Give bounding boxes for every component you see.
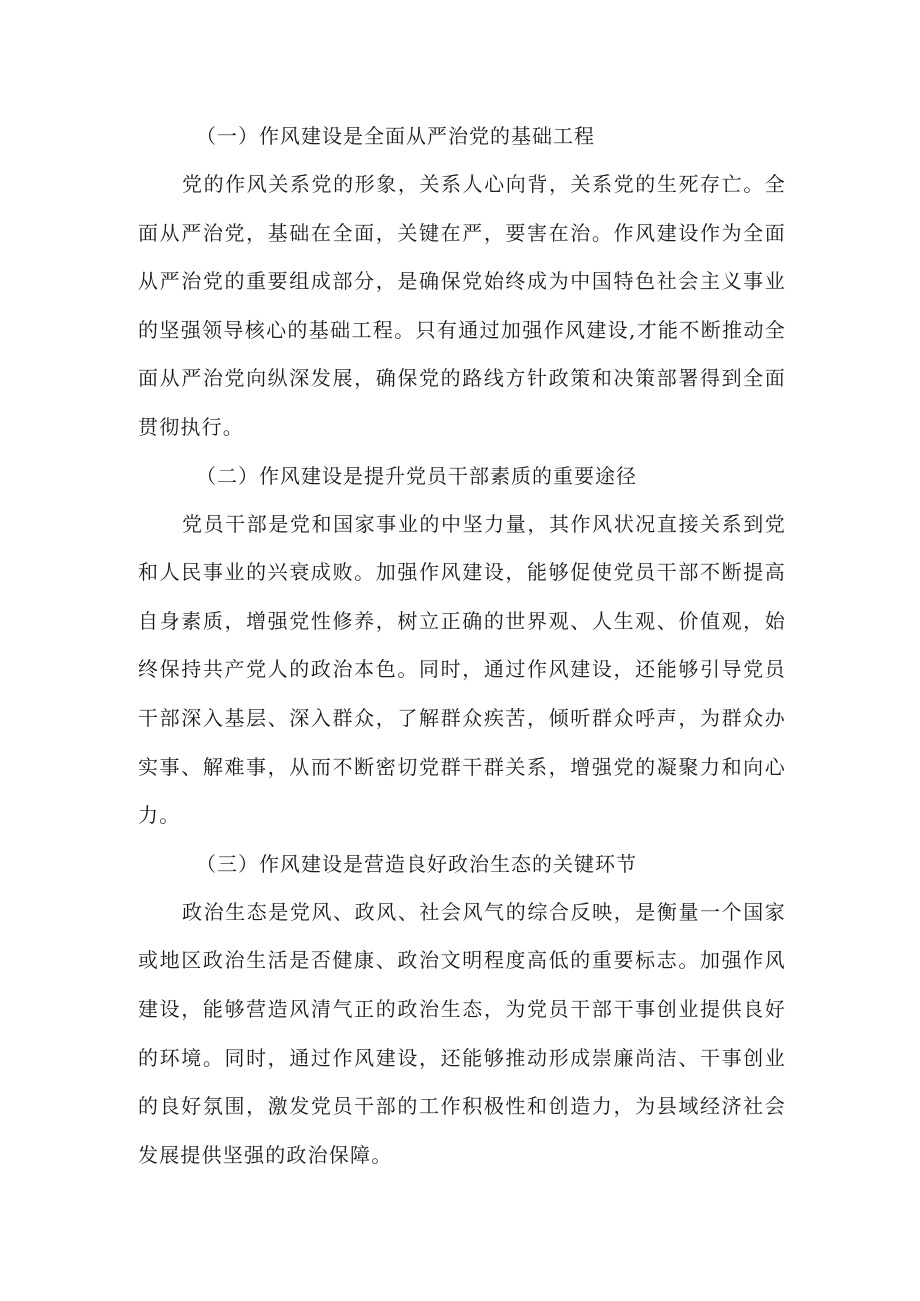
section-paragraph: 政治生态是党风、政风、社会风气的综合反映，是衡量一个国家或地区政治生活是否健康、政治文明程度高低的重要标志。加强作风建设，能够营造风清气正的政治生态，为党员干部干事创业提供良好的环境。同时，通过作风建设，还能够推动形成崇廉尚洁、干事创业的良好氛围，激发党员干部的工作积极性和创造力，为县域经济社会发展提供坚强的政治保障。 xyxy=(138,899,786,1167)
section-heading: （一）作风建设是全面从严治党的基础工程 xyxy=(196,124,595,148)
section-paragraph: 党员干部是党和国家事业的中坚力量，其作风状况直接关系到党和人民事业的兴衰成败。加强作风建设，能够促使党员干部不断提高自身素质，增强党性修养，树立正确的世界观、人生观、价值观，始终保持共产党人的政治本色。同时，通过作风建设，还能够引导党员干部深入基层、深入群众，了解群众疾苦，倾听群众呼声，为群众办实事、解难事，从而不断密切党群干群关系，增强党的凝聚力和向心力。 xyxy=(138,511,786,828)
section-paragraph: 党的作风关系党的形象，关系人心向背，关系党的生死存亡。全面从严治党，基础在全面，关键在严，要害在治。作风建设作为全面从严治党的重要组成部分，是确保党始终成为中国特色社会主义事业的坚强领导核心的基础工程。只有通过加强作风建设,才能不断推动全面从严治党向纵深发展，确保党的路线方针政策和决策部署得到全面贯彻执行。 xyxy=(138,172,786,439)
section-heading: （二）作风建设是提升党员干部素质的重要途径 xyxy=(196,463,637,488)
section-1 xyxy=(138,112,786,452)
section-3 xyxy=(138,840,786,1180)
section-2 xyxy=(138,452,786,840)
document-page xyxy=(138,112,786,1179)
section-heading: （三）作风建设是营造良好政治生态的关键环节 xyxy=(196,851,637,876)
